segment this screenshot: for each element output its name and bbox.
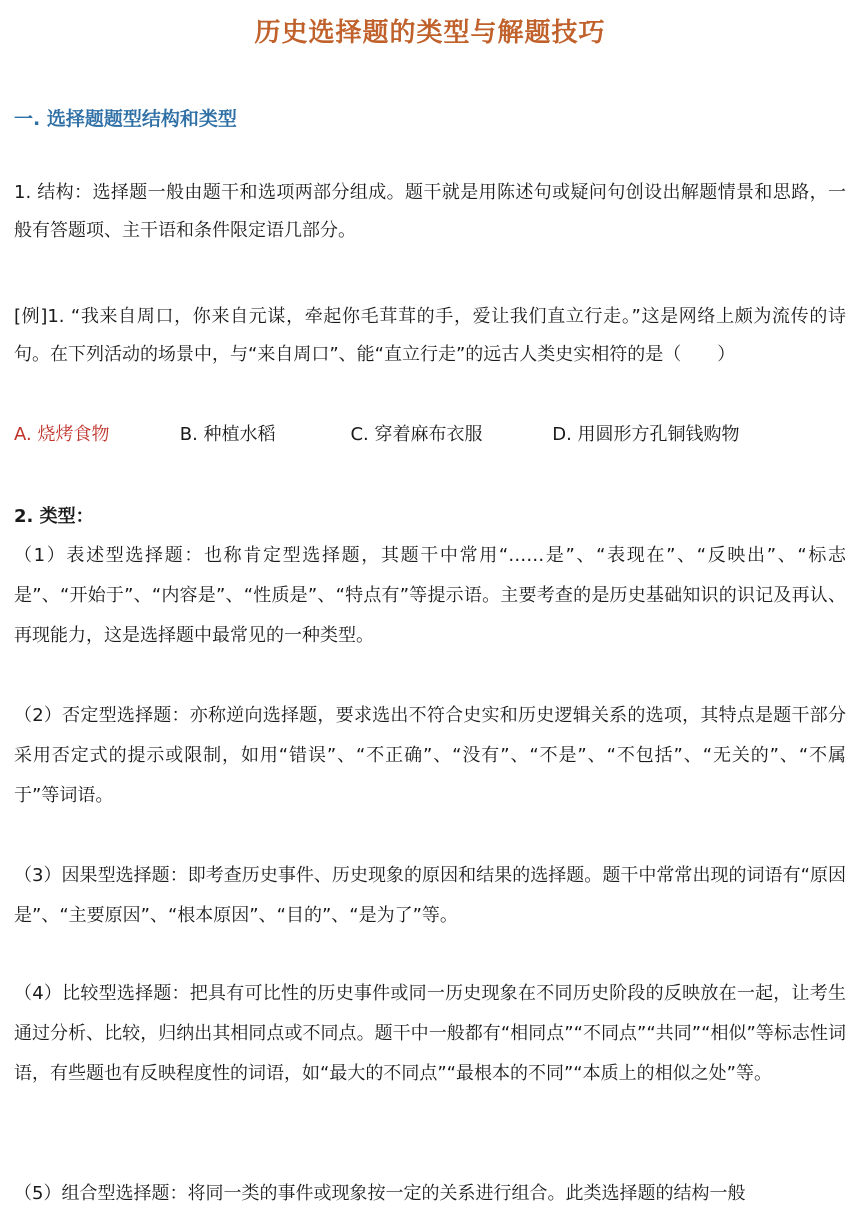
type-item-causal: （3）因果型选择题：即考查历史事件、历史现象的原因和结果的选择题。题干中常常出现的词语有“原因是”、“主要原因”、“根本原因”、“目的”、“是为了”等。 — [14, 865, 846, 926]
page-title: 历史选择题的类型与解题技巧 — [254, 18, 606, 48]
option-a: A. 烧烤食物 — [14, 424, 110, 445]
example-options — [14, 416, 740, 454]
option-c: C. 穿着麻布衣服 — [350, 424, 483, 445]
structure-paragraph: 1. 结构：选择题一般由题干和选项两部分组成。题干就是用陈述句或疑问句创设出解题情景和思路，一般有答题项、主干语和条件限定语几部分。 — [14, 182, 846, 241]
option-d: D. 用圆形方孔铜钱购物 — [552, 424, 740, 445]
type-item-combination: （5）组合型选择题：将同一类的事件或现象按一定的关系进行组合。此类选择题的结构一般 — [14, 1183, 746, 1204]
option-b: B. 种植水稻 — [179, 424, 276, 445]
type-item-affirmative: （1）表述型选择题：也称肯定型选择题，其题干中常用“……是”、“表现在”、“反映出”、“标志是”、“开始于”、“内容是”、“性质是”、“特点有”等提示语。主要考查的是历史基础知识的识记及再认、再现能力，这是选择题中最常见的一种类型。 — [14, 545, 846, 646]
type-item-comparison: （4）比较型选择题：把具有可比性的历史事件或同一历史现象在不同历史阶段的反映放在一起，让考生通过分析、比较，归纳出其相同点或不同点。题干中一般都有“相同点”“不同点”“共同”“相似”等标志性词语，有些题也有反映程度性的词语，如“最大的不同点”“最根本的不同”“本质上的相似之处”等。 — [14, 983, 846, 1084]
example-question: [例]1. “我来自周口，你来自元谋，牵起你毛茸茸的手，爱让我们直立行走。”这是网络上颇为流传的诗句。在下列活动的场景中，与“来自周口”、能“直立行走”的远古人类史实相符的是（ ） — [14, 306, 846, 365]
types-heading: 2. 类型： — [14, 506, 94, 527]
section-heading: 一. 选择题题型结构和类型 — [14, 108, 237, 130]
type-item-negative: （2）否定型选择题：亦称逆向选择题，要求选出不符合史实和历史逻辑关系的选项，其特点是题干部分采用否定式的提示或限制，如用“错误”、“不正确”、“没有”、“不是”、“不包括”、“无关的”、“不属于”等词语。 — [14, 705, 846, 806]
